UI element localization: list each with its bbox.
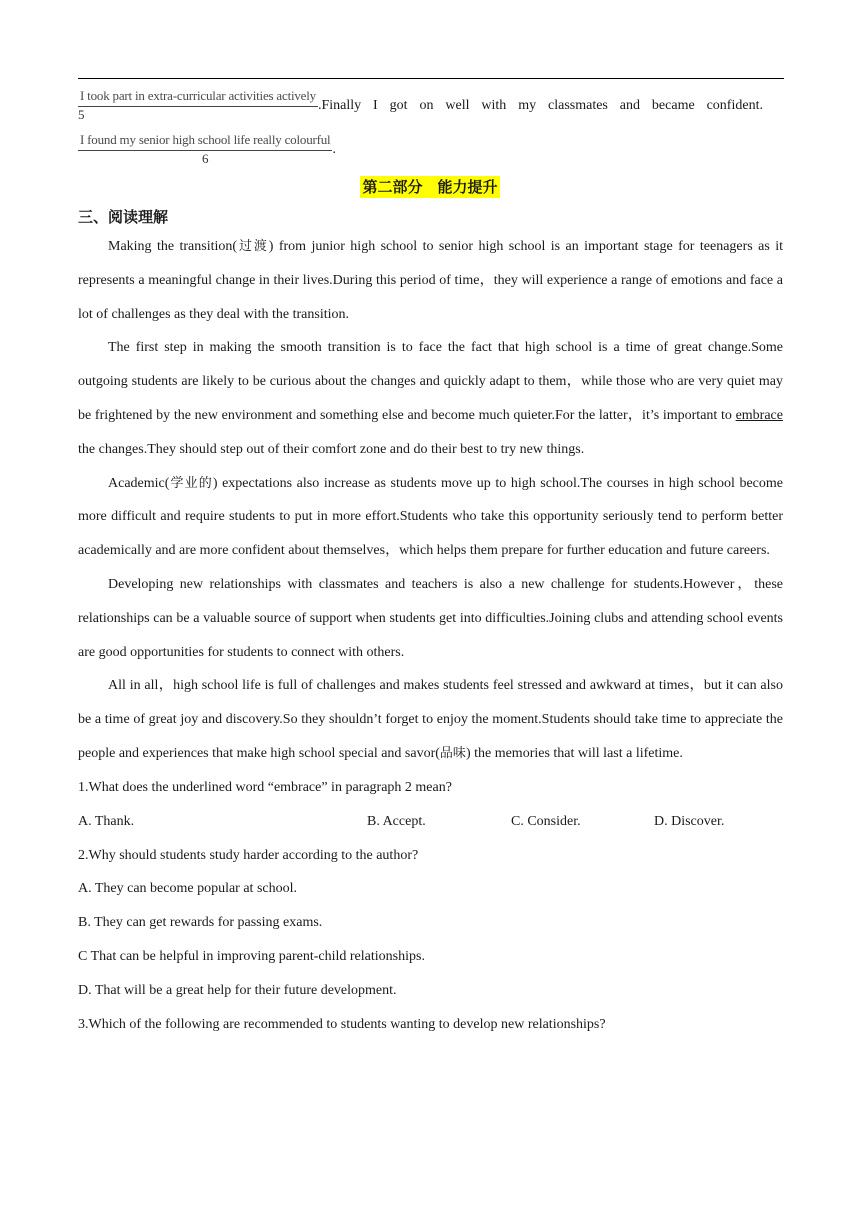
- p3-text-b: ) expectations also increase as students move up to high school.The courses in high school become more difficult and require students to put in more effort.Students who take this opportunity seriously tend to perform better academically and are more confident about themselves，which helps them prepare for further education and future careers.: [78, 475, 783, 559]
- answer-blank-5: [78, 86, 318, 123]
- blank-number-5: 5: [78, 107, 85, 122]
- p1-text-a: Making the transition(: [108, 239, 238, 254]
- p3-gloss: 学业的: [169, 475, 213, 491]
- fill-in-line-6: [78, 130, 784, 167]
- header-rule: [78, 78, 784, 79]
- paragraph-2: [78, 331, 783, 466]
- paragraph-5: [78, 669, 783, 770]
- p1-gloss: 过渡: [237, 239, 269, 254]
- p2-text-b: the changes.They should step out of their comfort zone and do their best to try new things.: [78, 441, 585, 457]
- fill-in-line-5: [78, 86, 784, 123]
- blank-number-6: 6: [201, 151, 209, 166]
- p5-text-a: All in all，high school life is full of challenges and makes students feel stressed and awkward at times，but it can also be a time of great joy and discovery.So they shouldn’t forget to enjoy the moment.Students should take time to appreciate the people and experiences that make high school special and savor(: [78, 678, 783, 761]
- q2-option-d[interactable]: D. That will be a great help for their future development.: [78, 982, 397, 998]
- sentence-after-5: .Finally I got on well with my classmates and became confident.: [317, 98, 763, 113]
- question-1-stem: 1.What does the underlined word “embrace” in paragraph 2 mean?: [78, 779, 452, 795]
- p5-gloss: 品味: [439, 745, 466, 761]
- handwritten-answer-6: I found my senior high school life really colourful: [78, 130, 332, 151]
- p3-text-a: Academic(: [108, 475, 170, 491]
- p5-text-b: ) the memories that will last a lifetime.: [465, 745, 683, 761]
- q2-option-c[interactable]: C That can be helpful in improving parent-child relationships.: [78, 948, 425, 964]
- underlined-word: embrace: [735, 407, 783, 423]
- section-title-text: 第二部分 能力提升: [362, 178, 498, 196]
- handwritten-answer-5: I took part in extra-curricular activities actively: [78, 86, 318, 107]
- q1-option-c[interactable]: C. Consider.: [511, 813, 581, 829]
- q1-option-d[interactable]: D. Discover.: [654, 813, 725, 829]
- question-2-stem: 2.Why should students study harder according to the author?: [78, 847, 419, 863]
- part-heading: 三、阅读理解: [78, 208, 169, 226]
- paragraph-1: [78, 230, 783, 331]
- q2-option-a[interactable]: A. They can become popular at school.: [78, 881, 298, 897]
- sentence-after-6: .: [332, 142, 336, 157]
- paragraph-3: [78, 467, 783, 568]
- q1-option-a[interactable]: A. Thank.: [78, 813, 135, 829]
- answer-blank-6: [78, 130, 332, 167]
- paragraph-4: Developing new relationships with classmates and teachers is also a new challenge for students.However，these relationships can be a valuable source of support when students get into difficulties.Joining clubs and attending school events are good opportunities for students to connect with others.: [78, 576, 783, 660]
- question-1-options: [78, 805, 783, 839]
- reading-passage: [78, 230, 783, 1041]
- question-3-stem: 3.Which of the following are recommended to students wanting to develop new relationships?: [78, 1016, 606, 1032]
- section-title: [0, 176, 860, 197]
- p1-text-b: ) from junior high school to senior high school is an important stage for teenagers as it represents a meaningful change in their lives.During this period of time，they will experience a range of emotions and face a lot of challenges as they deal with the transition.: [78, 239, 783, 322]
- p2-text-a: The first step in making the smooth transition is to face the fact that high school is a time of great change.Some outgoing students are likely to be curious about the changes and quickly adapt to them，while those who are very quiet may be frightened by the new environment and something else and become much quieter.For the latter，it’s important to: [78, 340, 783, 423]
- q1-option-b[interactable]: B. Accept.: [367, 813, 426, 829]
- q2-option-b[interactable]: B. They can get rewards for passing exams.: [78, 915, 323, 931]
